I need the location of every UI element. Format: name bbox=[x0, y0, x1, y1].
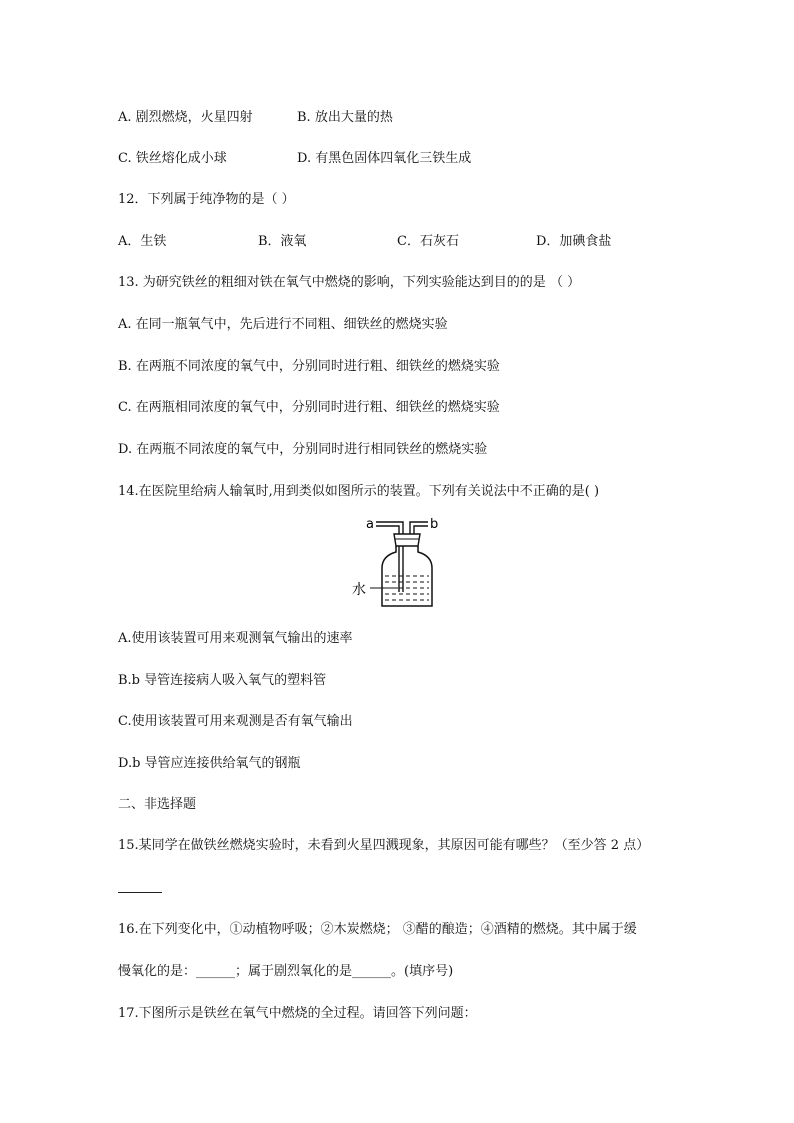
q17-stem: 17.下图所示是铁丝在氧气中燃烧的全过程。请回答下列问题： bbox=[118, 1006, 477, 1021]
tube-a bbox=[376, 522, 403, 592]
rubber-stopper bbox=[394, 534, 420, 546]
section-title: 二、非选择题 bbox=[118, 797, 197, 812]
q12-option-d: D．加碘食盐 bbox=[536, 234, 612, 249]
q12-option-a: A．生铁 bbox=[118, 234, 167, 249]
q11-option-b: B. 放出大量的热 bbox=[297, 110, 393, 125]
q13-option-c: C. 在两瓶相同浓度的氧气中，分别同时进行粗、细铁丝的燃烧实验 bbox=[118, 400, 500, 415]
q14-option-a: A.使用该装置可用来观测氧气输出的速率 bbox=[118, 631, 353, 646]
q13-option-b: B. 在两瓶不同浓度的氧气中，分别同时进行粗、细铁丝的燃烧实验 bbox=[118, 359, 500, 374]
q11-option-a: A. 剧烈燃烧，火星四射 bbox=[118, 110, 253, 125]
q15-answer-blank[interactable] bbox=[118, 892, 162, 893]
q14-option-c: C.使用该装置可用来观测是否有氧气输出 bbox=[118, 714, 353, 729]
q13-option-d: D. 在两瓶不同浓度的氧气中，分别同时进行相同铁丝的燃烧实验 bbox=[118, 442, 488, 457]
q14-stem: 14.在医院里给病人输氧时,用到类似如图所示的装置。下列有关说法中不正确的是( ) bbox=[118, 484, 600, 499]
q15-stem: 15.某同学在做铁丝燃烧实验时，未看到火星四溅现象，其原因可能有哪些？（至少答 2 点） bbox=[118, 838, 650, 853]
q16-line-1: 16.在下列变化中，①动植物呼吸；②木炭燃烧； ③醋的酿造；④酒精的燃烧。其中属于缓 bbox=[118, 922, 637, 937]
q16-line-2: 慢氧化的是：______；属于剧烈氧化的是______。(填序号) bbox=[118, 964, 454, 979]
q13-stem: 13. 为研究铁丝的粗细对铁在氧气中燃烧的影响，下列实验能达到目的的是 （ ） bbox=[118, 275, 581, 290]
figure-label-b: b bbox=[430, 517, 439, 532]
q14-option-b: B.b 导管连接病人吸入氧气的塑料管 bbox=[118, 673, 327, 688]
q13-option-a: A. 在同一瓶氧气中，先后进行不同粗、细铁丝的燃烧实验 bbox=[118, 317, 448, 332]
q11-option-c: C. 铁丝熔化成小球 bbox=[118, 151, 227, 166]
gas-washing-bottle-figure bbox=[348, 512, 468, 620]
q14-option-d: D.b 导管应连接供给氧气的钢瓶 bbox=[118, 756, 301, 771]
q12-stem: 12．下列属于纯净物的是（ ） bbox=[118, 192, 295, 207]
q12-option-c: C．石灰石 bbox=[397, 234, 459, 249]
figure-label-water: 水 bbox=[352, 582, 366, 598]
figure-label-a: a bbox=[366, 517, 374, 532]
q11-option-d: D. 有黑色固体四氧化三铁生成 bbox=[297, 151, 472, 166]
q12-option-b: B．液氧 bbox=[258, 234, 307, 249]
